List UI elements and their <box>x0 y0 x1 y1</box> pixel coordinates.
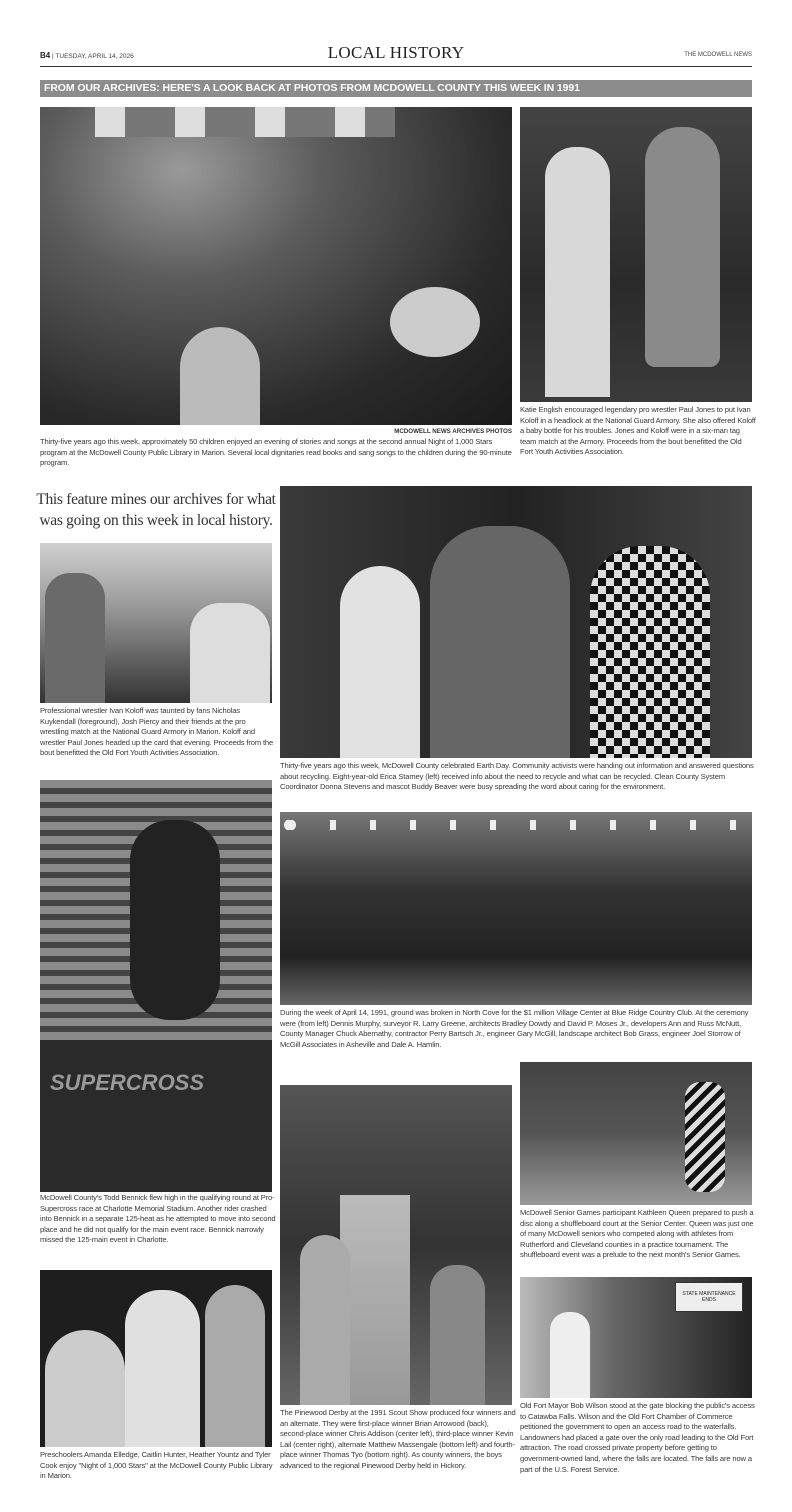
state-maintenance-sign: STATE MAINTENANCE ENDS <box>675 1282 743 1312</box>
caption-shuffleboard: McDowell Senior Games participant Kathleen Queen prepared to push a disc along a shuffleboard court at the Senior Center. Queen was just one of many McDowell seniors who competed along with athletes from Rutherford and Cleveland counties in a practice tournament. The shuffleboard event was a prelude to the next month's Senior Games. <box>520 1208 754 1260</box>
photo-groundbreaking <box>280 812 752 1005</box>
photo-mayor-gate <box>520 1277 752 1398</box>
photo-supercross <box>40 780 272 1192</box>
photo-pinewood-derby <box>280 1085 512 1405</box>
feature-tagline: This feature mines our archives for what was going on this week in local history. <box>36 491 276 529</box>
caption-wrestler-headlock: Katie English encouraged legendary pro wrestler Paul Jones to put Ivan Koloff in a headlock at the National Guard Armory. She also offered Koloff a baby bottle for his troubles. Jones and Koloff were in a six-man tag team match at the Armory. Proceeds from the bout benefitted the Old Fort Youth Activities Association. <box>520 405 756 457</box>
header-rule <box>40 66 752 67</box>
photo-credit: MCDOWELL NEWS ARCHIVES PHOTOS <box>394 428 512 435</box>
photo-shuffleboard <box>520 1062 752 1205</box>
page-number: B4 <box>40 51 51 60</box>
section-title: LOCAL HISTORY <box>327 43 465 62</box>
caption-supercross: McDowell County's Todd Bennick flew high in the qualifying round at Pro-Supercross race at Charlotte Memorial Stadium. Another rider crashed into Bennick in a separate 125-heat as he attempted to move into second place and he did not qualify for the main event race. Bennick narrowly missed the 125-main event in Charlotte. <box>40 1193 276 1245</box>
caption-wrestling-fans: Professional wrestler Ivan Koloff was taunted by fans Nicholas Kuykendall (foreground), Josh Piercy and their friends at the pro wrestling match at the National Guard Armory in Marion. Koloff and wrestler Paul Jones headed up the card that evening. Proceeds from the bout benefitted the Old Fort Youth Activities Association. <box>40 706 274 758</box>
page-folio: B4 | TUESDAY, APRIL 14, 2026 <box>40 51 134 60</box>
photo-wrestler-headlock <box>520 107 752 402</box>
caption-mayor-gate: Old Fort Mayor Bob Wilson stood at the gate blocking the public's access to Catawba Falls. Wilson and the Old Fort Chamber of Commerce petitioned the government to open an access road to the waterfalls. Landowners had placed a gate over the only road leading to the Old Fort attraction. The road crossed private property before getting to government-owned land, where the falls are located. The falls are now a part of the U.S. Forest Service. <box>520 1401 755 1474</box>
caption-groundbreaking: During the week of April 14, 1991, ground was broken in North Cove for the $1 million Village Center at Blue Ridge Country Club. At the ceremony were (from left) Dennis Murphy, surveyor R. Larry Greene, architects Bradley Dowdy and David P. Moses Jr., developers Ann and Russ McNutt, County Manager Chuck Abernathy, contractor Perry Bartsch Jr., engineer Gary McGill, landscape architect Bob Grass, engineer Joel Storrow of McGill Associates in Asheville and Dale A. Hamlin. <box>280 1008 749 1049</box>
supercross-banner-text: SUPERCROSS <box>50 1070 205 1095</box>
photo-wrestling-fans <box>40 543 272 703</box>
section-banner: FROM OUR ARCHIVES: HERE'S A LOOK BACK AT PHOTOS FROM MCDOWELL COUNTY THIS WEEK IN 1991 <box>40 80 752 97</box>
caption-earth-day: Thirty-five years ago this week, McDowell County celebrated Earth Day. Community activists were handing out information and answered questions about recycling. Eight-year-old Erica Stamey (left) received info about the need to recycle and what can be recycled. Clean County System Coordinator Donna Stevens and mascot Buddy Beaver were busy spreading the word about caring for the environment. <box>280 761 754 792</box>
caption-pinewood-derby: The Pinewood Derby at the 1991 Scout Show produced four winners and an alternate. They were first-place winner Brian Arrowood (back), second-place winner Chris Addison (center left), third-place winner Kevin Lail (center right), alternate Matthew Massengale (bottom left) and fourth-place winner Thomas Tyo (bottom right). As county winners, the boys advanced to the regional Pinewood Derby held in Hickory. <box>280 1408 516 1470</box>
caption-preschoolers: Preschoolers Amanda Elledge, Caitlin Hunter, Heather Yountz and Tyler Cook enjoy "Night of 1,000 Stars" at the McDowell County Public Library in Marion. <box>40 1450 273 1481</box>
photo-earth-day <box>280 486 752 758</box>
issue-date: TUESDAY, APRIL 14, 2026 <box>55 53 134 60</box>
newspaper-name: THE MCDOWELL NEWS <box>684 52 752 58</box>
caption-library-children: Thirty-five years ago this week, approximately 50 children enjoyed an evening of stories and songs at the second annual Night of 1,000 Stars program at the McDowell County Public Library in Marion. Several local dignitaries read books and sang songs to the children during the 90-minute program. <box>40 437 512 468</box>
photo-library-children <box>40 107 512 425</box>
photo-preschoolers <box>40 1270 272 1447</box>
